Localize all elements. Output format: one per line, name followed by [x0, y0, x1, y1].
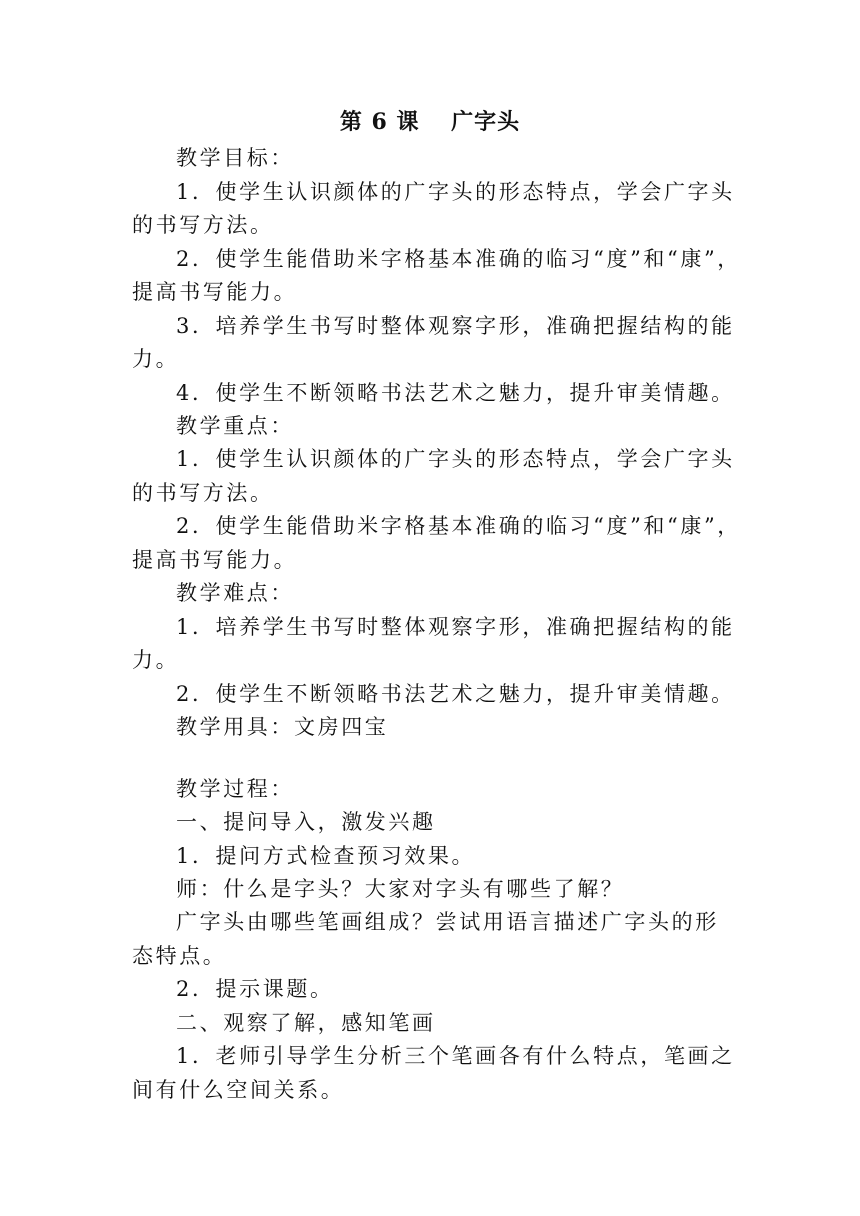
- teacher-question: 师：什么是字头？大家对字头有哪些了解？: [176, 877, 625, 901]
- objective-4: 4．使学生不断领略书法艺术之魅力，提升审美情趣。: [176, 381, 735, 405]
- objective-3-line-2: 力。: [132, 347, 180, 371]
- key-point-1-line-2: 的书写方法。: [132, 481, 274, 505]
- difficulty-1-line-2: 力。: [132, 648, 180, 672]
- step-1-item-1: 1．提问方式检查预习效果。: [176, 844, 476, 868]
- key-point-2-line-2: 提高书写能力。: [132, 548, 298, 572]
- section-heading-difficulties: 教学难点：: [176, 581, 294, 605]
- objective-1-line-1: 1．使学生认识颜体的广字头的形态特点，学会广字头: [176, 180, 735, 204]
- key-point-2-line-1: 2．使学生能借助米字格基本准确的临习“度”和“康”，: [176, 514, 741, 538]
- step-2-item-1-line-2: 间有什么空间关系。: [132, 1078, 345, 1102]
- objective-2-line-1: 2．使学生能借助米字格基本准确的临习“度”和“康”，: [176, 247, 741, 271]
- lesson-title: 第 6 课 广字头: [339, 109, 521, 135]
- objective-3-line-1: 3．培养学生书写时整体观察字形，准确把握结构的能: [176, 314, 735, 338]
- objective-1-line-2: 的书写方法。: [132, 213, 274, 237]
- key-point-1-line-1: 1．使学生认识颜体的广字头的形态特点，学会广字头: [176, 447, 735, 471]
- section-heading-key-points: 教学重点：: [176, 414, 294, 438]
- section-heading-objectives: 教学目标：: [176, 146, 294, 170]
- teaching-tools: 教学用具：文房四宝: [176, 715, 389, 739]
- step-1-heading: 一、提问导入，激发兴趣: [176, 810, 436, 834]
- step-2-heading: 二、观察了解，感知笔画: [176, 1011, 436, 1035]
- difficulty-1-line-1: 1．培养学生书写时整体观察字形，准确把握结构的能: [176, 615, 735, 639]
- step-2-item-1-line-1: 1．老师引导学生分析三个笔画各有什么特点，笔画之: [176, 1044, 735, 1068]
- question-line-2: 态特点。: [132, 944, 227, 968]
- step-1-item-2: 2．提示课题。: [176, 977, 334, 1001]
- difficulty-2: 2．使学生不断领略书法艺术之魅力，提升审美情趣。: [176, 682, 735, 706]
- question-line-1: 广字头由哪些笔画组成？尝试用语言描述广字头的形: [176, 910, 719, 934]
- objective-2-line-2: 提高书写能力。: [132, 280, 298, 304]
- section-heading-process: 教学过程：: [176, 777, 294, 801]
